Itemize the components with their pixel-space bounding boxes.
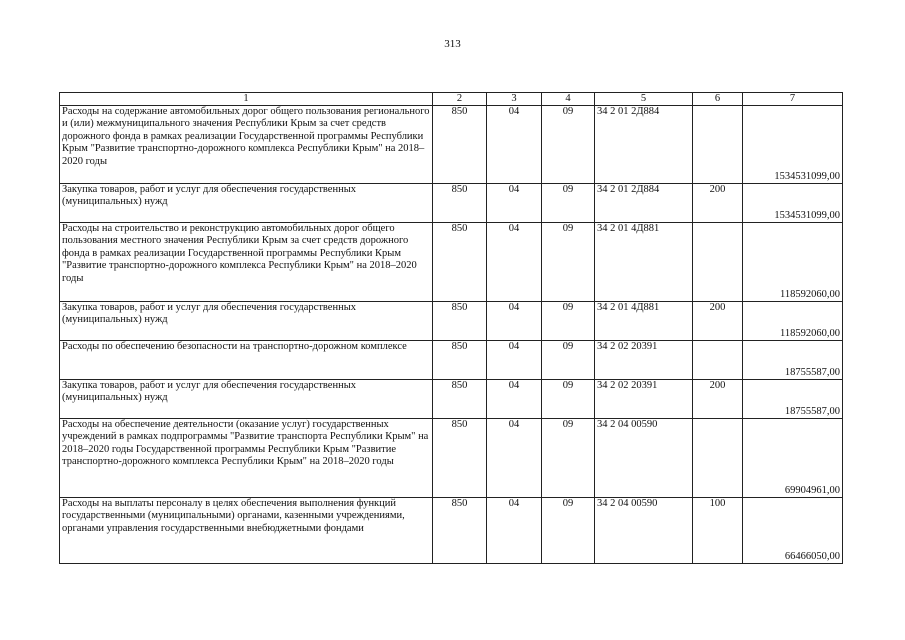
ministry-code: 850 xyxy=(433,302,487,341)
subsection-code: 09 xyxy=(542,380,595,419)
ministry-code: 850 xyxy=(433,380,487,419)
table-row xyxy=(60,106,843,184)
ministry-code: 850 xyxy=(433,498,487,564)
header-col-6: 6 xyxy=(693,93,743,106)
row-description: Закупка товаров, работ и услуг для обеспечения государственных (муниципальных) нужд xyxy=(60,302,433,341)
amount: 69904961,00 xyxy=(743,419,843,498)
section-code: 04 xyxy=(487,380,542,419)
expense-type-code: 200 xyxy=(693,184,743,223)
section-code: 04 xyxy=(487,184,542,223)
ministry-code: 850 xyxy=(433,223,487,302)
table-row xyxy=(60,341,843,380)
table-row xyxy=(60,184,843,223)
row-description: Расходы по обеспечению безопасности на транспортно-дорожном комплексе xyxy=(60,341,433,380)
expense-type-code xyxy=(693,223,743,302)
section-code: 04 xyxy=(487,302,542,341)
subsection-code: 09 xyxy=(542,184,595,223)
target-article-code: 34 2 01 4Д881 xyxy=(595,223,693,302)
section-code: 04 xyxy=(487,106,542,184)
budget-table xyxy=(59,92,843,564)
ministry-code: 850 xyxy=(433,184,487,223)
row-description: Расходы на выплаты персоналу в целях обеспечения выполнения функций государственными (муниципальными) органами, казенными учреждениями, органами управления государственными внебюджетными фондами xyxy=(60,498,433,564)
subsection-code: 09 xyxy=(542,106,595,184)
expense-type-code xyxy=(693,419,743,498)
table-row xyxy=(60,419,843,498)
section-code: 04 xyxy=(487,419,542,498)
row-description: Закупка товаров, работ и услуг для обеспечения государственных (муниципальных) нужд xyxy=(60,184,433,223)
amount: 1534531099,00 xyxy=(743,106,843,184)
table-row xyxy=(60,498,843,564)
header-col-3: 3 xyxy=(487,93,542,106)
target-article-code: 34 2 02 20391 xyxy=(595,380,693,419)
expense-type-code xyxy=(693,106,743,184)
amount: 18755587,00 xyxy=(743,380,843,419)
expense-type-code: 100 xyxy=(693,498,743,564)
amount: 1534531099,00 xyxy=(743,184,843,223)
row-description: Расходы на содержание автомобильных дорог общего пользования регионального и (или) межмуниципального значения Республики Крым за счет средств дорожного фонда в рамках реализации Государственной программы Республики Крым "Развитие транспортно-дорожного комплекса Республики Крым" на 2018–2020 годы xyxy=(60,106,433,184)
ministry-code: 850 xyxy=(433,106,487,184)
target-article-code: 34 2 04 00590 xyxy=(595,498,693,564)
amount: 118592060,00 xyxy=(743,223,843,302)
amount: 66466050,00 xyxy=(743,498,843,564)
target-article-code: 34 2 04 00590 xyxy=(595,419,693,498)
expense-type-code: 200 xyxy=(693,380,743,419)
section-code: 04 xyxy=(487,498,542,564)
header-col-2: 2 xyxy=(433,93,487,106)
subsection-code: 09 xyxy=(542,498,595,564)
subsection-code: 09 xyxy=(542,419,595,498)
amount: 18755587,00 xyxy=(743,341,843,380)
subsection-code: 09 xyxy=(542,223,595,302)
header-row xyxy=(60,93,843,106)
ministry-code: 850 xyxy=(433,341,487,380)
page-number: 313 xyxy=(444,38,461,50)
row-description: Расходы на обеспечение деятельности (оказание услуг) государственных учреждений в рамках подпрограммы "Развитие транспорта Республики Крым" на 2018–2020 годы Государственной программы Республики Крым "Развитие транспортно-дорожного комплекса Республики Крым" на 2018–2020 годы xyxy=(60,419,433,498)
header-col-4: 4 xyxy=(542,93,595,106)
target-article-code: 34 2 02 20391 xyxy=(595,341,693,380)
ministry-code: 850 xyxy=(433,419,487,498)
target-article-code: 34 2 01 4Д881 xyxy=(595,302,693,341)
table-row xyxy=(60,223,843,302)
target-article-code: 34 2 01 2Д884 xyxy=(595,184,693,223)
header-col-7: 7 xyxy=(743,93,843,106)
row-description: Расходы на строительство и реконструкцию автомобильных дорог общего пользования местного значения Республики Крым за счет средств дорожного фонда в рамках реализации Государственной программы Республики Крым "Развитие транспортно-дорожного комплекса Республики Крым" на 2018–2020 годы xyxy=(60,223,433,302)
header-col-1: 1 xyxy=(60,93,433,106)
section-code: 04 xyxy=(487,341,542,380)
header-col-5: 5 xyxy=(595,93,693,106)
expense-type-code: 200 xyxy=(693,302,743,341)
amount: 118592060,00 xyxy=(743,302,843,341)
row-description: Закупка товаров, работ и услуг для обеспечения государственных (муниципальных) нужд xyxy=(60,380,433,419)
table-row xyxy=(60,380,843,419)
section-code: 04 xyxy=(487,223,542,302)
subsection-code: 09 xyxy=(542,341,595,380)
expense-type-code xyxy=(693,341,743,380)
table-row xyxy=(60,302,843,341)
subsection-code: 09 xyxy=(542,302,595,341)
target-article-code: 34 2 01 2Д884 xyxy=(595,106,693,184)
